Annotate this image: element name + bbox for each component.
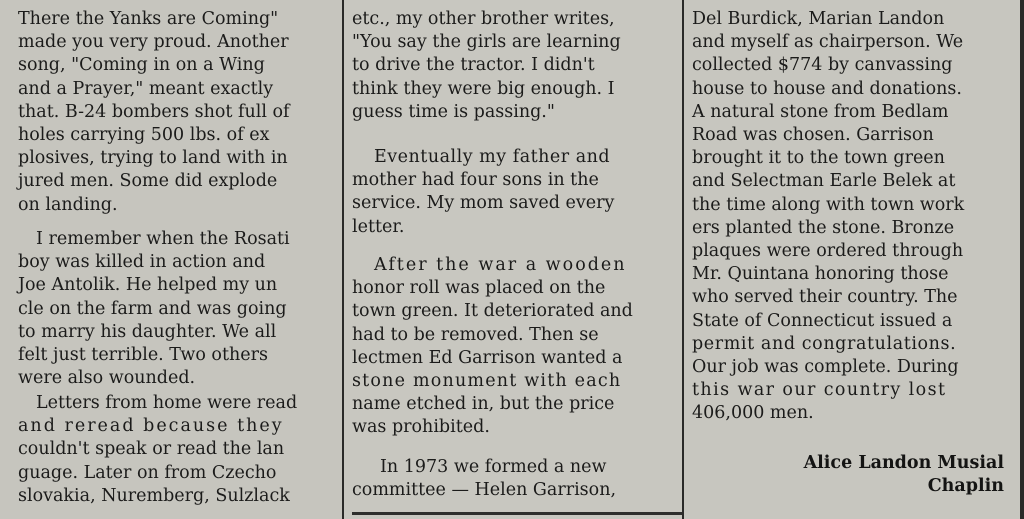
text-line: was prohibited.	[352, 417, 490, 438]
text-line: couldn't speak or read the lan	[18, 439, 285, 460]
text-line: "You say the girls are learning	[352, 32, 621, 53]
text-line: honor roll was placed on the	[352, 278, 606, 299]
text-line: that. B-24 bombers shot full of	[18, 101, 290, 122]
col1-paragraph-2	[0, 228, 290, 390]
text-line: etc., my other brother writes,	[352, 9, 615, 29]
text-line: permit and congratulations.	[692, 333, 957, 354]
text-line: to drive the tractor. I didn't	[352, 55, 595, 76]
text-line: had to be removed. Then se	[352, 324, 599, 345]
text-line: Joe Antolik. He helped my un	[18, 275, 278, 296]
signature-title: Chaplin	[927, 476, 1004, 496]
text-line: plosives, trying to land with in	[18, 148, 288, 169]
col1-paragraph-3	[0, 392, 297, 508]
col2-paragraph-1	[352, 8, 621, 124]
text-line: I remember when the Rosati	[36, 229, 290, 249]
text-line: on landing.	[18, 194, 118, 215]
text-line: the time along with town work	[692, 194, 965, 215]
text-line: letter.	[352, 216, 405, 237]
text-line: guess time is passing."	[352, 101, 555, 122]
text-line: think they were big enough. I	[352, 78, 615, 99]
text-line: A natural stone from Bedlam	[692, 101, 949, 122]
text-line: and Selectman Earle Belek at	[692, 171, 956, 192]
text-line: lectmen Ed Garrison wanted a	[352, 347, 623, 368]
text-line: boy was killed in action and	[18, 252, 266, 273]
text-line: cle on the farm and was going	[18, 298, 287, 319]
text-line: to marry his daughter. We all	[18, 321, 277, 342]
text-line: made you very proud. Another	[18, 32, 289, 53]
text-line: collected $774 by canvassing	[692, 55, 953, 76]
text-line: Letters from home were read	[36, 393, 298, 413]
text-line: Our job was complete. During	[692, 357, 959, 378]
text-line: In 1973 we formed a new	[380, 457, 607, 477]
signature	[804, 452, 1004, 498]
text-line: brought it to the town green	[692, 148, 945, 169]
text-line: town green. It deteriorated and	[352, 301, 633, 322]
text-line: who served their country. The	[692, 287, 958, 308]
text-line: 406,000 men.	[692, 403, 814, 424]
text-line: State of Connecticut issued a	[692, 310, 953, 331]
text-line: and myself as chairperson. We	[692, 32, 964, 53]
text-line: name etched in, but the price	[352, 394, 615, 415]
text-line: holes carrying 500 lbs. of ex	[18, 125, 270, 146]
text-line: slovakia, Nuremberg, Sulzlack	[18, 485, 290, 506]
text-line: song, "Coming in on a Wing	[18, 55, 265, 76]
col1-paragraph-1	[0, 8, 290, 217]
text-line: were also wounded.	[18, 368, 196, 389]
signature-name: Alice Landon Musial	[803, 453, 1004, 473]
text-line: and a Prayer," meant exactly	[18, 78, 274, 99]
text-line: After the war a wooden	[374, 255, 627, 275]
text-line: committee — Helen Garrison,	[352, 480, 617, 501]
text-line: Road was chosen. Garrison	[692, 125, 934, 146]
col2-paragraph-4	[352, 456, 616, 502]
col3-paragraph-1	[692, 8, 964, 426]
col2-paragraph-3	[352, 254, 633, 440]
col2-paragraph-2	[352, 146, 614, 239]
text-line: Mr. Quintana honoring those	[692, 264, 949, 285]
text-line: and reread because they	[18, 416, 284, 437]
text-line: ers planted the stone. Bronze	[692, 217, 955, 238]
text-line: service. My mom saved every	[352, 193, 615, 214]
text-line: Del Burdick, Marian Landon	[692, 9, 945, 29]
text-line: mother had four sons in the	[352, 170, 599, 191]
text-line: There the Yanks are Coming"	[18, 9, 279, 29]
text-line: felt just terrible. Two others	[18, 345, 268, 366]
clipping-edge	[1020, 0, 1024, 519]
text-line: Eventually my father and	[374, 147, 611, 167]
text-line: house to house and donations.	[692, 78, 962, 99]
text-line: plaques were ordered through	[692, 241, 964, 262]
divider	[352, 512, 682, 515]
text-line: this war our country lost	[692, 380, 947, 401]
text-line: jured men. Some did explode	[18, 171, 278, 192]
text-line: guage. Later on from Czecho	[18, 462, 277, 483]
text-line: stone monument with each	[352, 371, 622, 392]
